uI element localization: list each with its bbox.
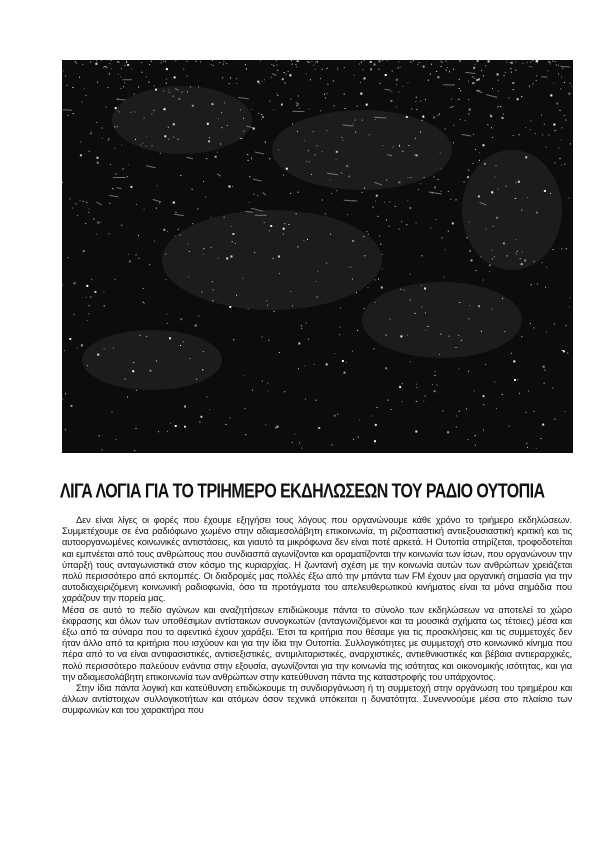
photo-noise — [62, 60, 573, 453]
paragraph-1: Δεν είναι λίγες οι φορές που έχουμε εξηγήσει τους λόγους που οργανώνουμε κάθε χρόνο το τριήμερο εκδηλώσεων. Συμμετέχουμε σε ένα ραδιόφωνο χωμένο στην αδιαμεσολάβητη επικοινωνία, τη ριζοσπαστική αντιεξουσιαστική κριτική και τις αυτοοργανωμένες κοινωνικές αντιστάσεις, και γιαυτό τα μικρόφωνα δεν είναι ποτέ αρκετά. Η Ουτοπία στηρίζεται, τροφοδοτείται και εμπνέεται από τους ανθρώπους που συνδιασπά αγωνίζονται και οραματίζονται την κοινωνία των ίσων, που οργανώνουν την ύπαρξή τους ανταγωνιστικά στον κόσμο της κυριαρχίας. Η ζωντανή σχέση με την κοινωνία αυτών των ανθρώπων χρειάζεται πολύ περισσότερο από εκπομπές. Οι διαδρομές μας πολλές έξω από την μπάντα των FM έχουν μια οργανική σημασία για την αυτοδιαχειριζόμενη κοινωνική ραδιοφωνία, όσο τα προτάγματα του απελευθερωτικού κινήματος είναι τα μόνα σημάδια που χαράζουν την πορεία μας. — [62, 515, 572, 604]
paragraph-2: Μέσα σε αυτό το πεδίο αγώνων και αναζητήσεων επιδιώκουμε πάντα το σύνολο των εκδηλώσεων να αποτελεί το χώρο έκφρασης και όλων των υποθέσιμων αντίστακων συνογκωτών (ανταγωνιζόμενοι και τα μουσικά σχήματα ως τέτοιες) μέσα και έξω από τα σύναρα που το αφεντικό έχουν χαράξει. Έτσι τα κριτήρια που θέσαμε για τις προσκλήσεις και τις συμμετοχές δεν ήταν άλλο από τα κριτήρια που ισχύουν και για την ίδια την Ουτοπία. Συλλογικότητες με συμμετοχή στο κοινωνικό κίνημα που πέρα από το να είναι αντιφασιστικές, αντισεξιστικές, αντιμιλιταριστικές, αναρχιστικές, αντιεθνικιστικές και βέβαια αντιεραρχικές, πολύ περισσότερο παλεύουν ενάντια στην εξουσία, αγωνίζονται για την κοινωνία της ισότητας και οικονομικής ισότητας, και για την αδιαμεσολάβητη επικοινωνία των ανθρώπων στην κατεύθυνση πάντα της καταστροφής του υπάρχοντος. — [62, 604, 572, 682]
dark-photograph — [62, 60, 573, 453]
article-headline: ΛΙΓΑ ΛΟΓΙΑ ΓΙΑ ΤΟ ΤΡΙΗΜΕΡΟ ΕΚΔΗΛΩΣΕΩΝ ΤΟΥ ΡΑΔΙΟ ΟΥΤΟΠΙΑ — [60, 479, 545, 503]
article-body — [62, 515, 572, 855]
paragraph-3: Στην ίδια πάντα λογική και κατεύθυνση επιδιώκουμε τη συνδιοργάνωση ή τη συμμετοχή στην οργάνωση του τριημέρου και άλλων αντίστοιχων συλλογικοτήτων και ατόμων όσον τεχνικά υπόκειται η δυνατότητα. Συνεννοούμε μέσα στο πλαίσιο των συμφωνιών και του χαρακτήρα που — [62, 683, 572, 716]
